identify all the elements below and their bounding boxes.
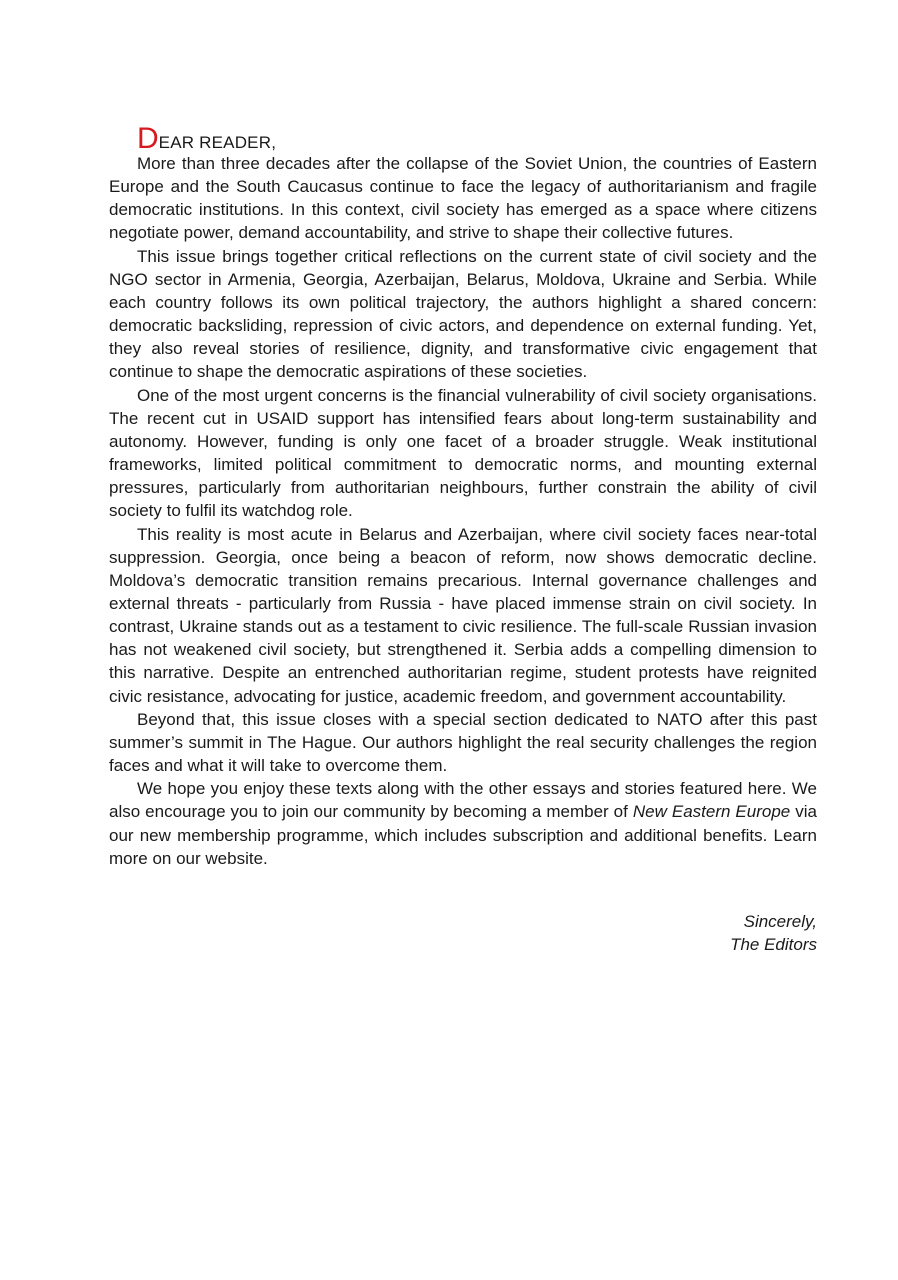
magazine-title: New Eastern Europe — [632, 802, 791, 822]
signoff-closing: Sincerely, — [743, 911, 817, 931]
heading-dropcap: D — [137, 122, 159, 155]
heading-text: EAR READER, — [158, 133, 277, 152]
editorial-letter — [109, 124, 817, 956]
paragraph-1: More than three decades after the collapse of the Soviet Union, the countries of Eastern Europe and the South Caucasus continue to face the legacy of authoritarianism and fragile democratic institutions. In this context, civil society has emerged as a space where citizens negotiate power, demand accountability, and strive to shape their collective futures. — [109, 154, 817, 243]
paragraph-6-text-after: via our new membership programme, which includes subscription and additional benefits. Learn more on our website. — [109, 802, 817, 868]
paragraph-5: Beyond that, this issue closes with a special section dedicated to NATO after this past summer’s summit in The Hague. Our authors highlight the real security challenges the region faces and what it will take to overcome them. — [109, 709, 817, 776]
signoff-signature: The Editors — [730, 934, 817, 954]
paragraph-2: This issue brings together critical reflections on the current state of civil society and the NGO sector in Armenia, Georgia, Azerbaijan, Belarus, Moldova, Ukraine and Serbia. While each country follows its own political trajectory, the authors highlight a shared concern: democratic backsliding, repression of civic actors, and dependence on external funding. Yet, they also reveal stories of resilience, dignity, and transformative civic engagement that continue to shape the democratic aspirations of these societies. — [109, 246, 817, 382]
paragraph-6 — [109, 777, 817, 870]
paragraph-4: This reality is most acute in Belarus and Azerbaijan, where civil society faces near-total suppression. Georgia, once being a beacon of reform, now shows democratic decline. Moldova’s democratic transition remains precarious. Internal governance challenges and external threats - particularly from Russia - have placed immense strain on civil society. In contrast, Ukraine stands out as a testament to civic resilience. The full-scale Russian invasion has not weakened civil society, but strengthened it. Serbia adds a compelling dimension to this narrative. Despite an entrenched authoritarian regime, student protests have reignited civic resistance, advocating for justice, academic freedom, and government accountability. — [109, 524, 817, 706]
letter-heading — [137, 122, 817, 155]
paragraph-3: One of the most urgent concerns is the financial vulnerability of civil society organisations. The recent cut in USAID support has intensified fears about long-term sustainability and autonomy. However, funding is only one facet of a broader struggle. Weak institutional frameworks, limited political commitment to democratic norms, and mounting external pressures, particularly from authoritarian neighbours, further constrain the ability of civil society to fulfil its watchdog role. — [109, 385, 817, 521]
signoff — [109, 910, 817, 956]
paragraph-6-text-before: We hope you enjoy these texts along with the other essays and stories featured here. We also encourage you to join our community by becoming a member of — [109, 779, 817, 822]
